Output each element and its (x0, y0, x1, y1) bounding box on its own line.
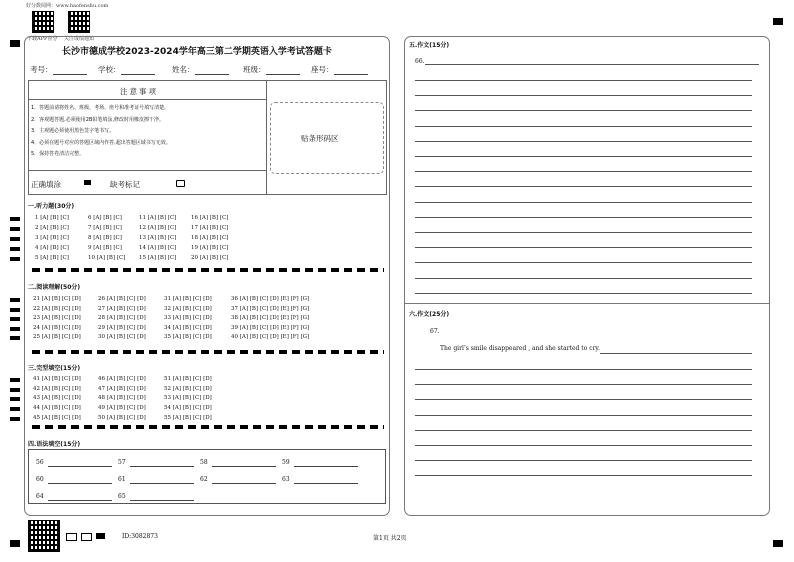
writing-line[interactable] (425, 64, 759, 65)
grammar-blank-number: 58 (200, 459, 208, 466)
grammar-blank-number: 64 (36, 493, 44, 500)
writing-line[interactable] (415, 171, 752, 172)
answer-option-row[interactable]: 12 [A] [B] [C] (139, 225, 177, 231)
card-title: 长沙市德成学校2023-2024学年高三第二学期英语入学考试答题卡 (62, 47, 332, 57)
answer-option-row[interactable]: 31 [A] [B] [C] [D] (164, 296, 212, 302)
grammar-blank-input[interactable] (212, 483, 276, 484)
grammar-blank-number: 65 (118, 493, 126, 500)
writing-line[interactable] (415, 247, 752, 248)
writing-line[interactable] (415, 369, 752, 370)
field-seat: 座号： (311, 64, 368, 75)
writing-prompt: The girl’s smile disappeared , and she started to cry. (440, 345, 600, 352)
field-name: 姓名： (172, 64, 229, 75)
timing-mark (10, 257, 20, 261)
corner-mark (10, 40, 20, 47)
timing-mark (10, 378, 20, 382)
footer-id: ID:3082873 (122, 533, 158, 540)
timing-mark (10, 397, 20, 401)
grammar-blank-input[interactable] (130, 483, 194, 484)
writing-line[interactable] (415, 262, 752, 263)
site-label: 好分数阅网：www.haofenshu.com (26, 3, 109, 9)
writing-line[interactable] (415, 399, 752, 400)
note-item: 2．客观题答题,必须使用2B铅笔填涂,修改时用橡皮擦干净。 (31, 116, 164, 123)
answer-option-row[interactable]: 10 [A] [B] [C] (88, 255, 126, 261)
timing-mark (10, 217, 20, 221)
writing-line[interactable] (415, 217, 752, 218)
footer-page: 第1页 共2页 (373, 535, 407, 542)
answer-option-row[interactable]: 28 [A] [B] [C] [D] (98, 315, 146, 321)
writing-line[interactable] (415, 110, 752, 111)
answer-option-row[interactable]: 11 [A] [B] [C] (139, 215, 177, 221)
answer-option-row[interactable]: 26 [A] [B] [C] [D] (98, 296, 146, 302)
answer-option-row[interactable]: 39 [A] [B] [C] [D] [E] [F] [G] (231, 324, 310, 331)
section-reading-title: 二.阅读理解(50分) (28, 284, 81, 291)
answer-option-row[interactable]: 21 [A] [B] [C] [D] (33, 296, 81, 302)
qr-left-caption: 下载APP查分 (27, 36, 58, 42)
note-item: 4．必须在题号对应的答题区域内作答,超出答题区域书写无效。 (31, 139, 171, 146)
notes-title: 注意事项 (120, 87, 158, 96)
grammar-blank-input[interactable] (130, 500, 194, 501)
timing-mark (10, 327, 20, 331)
absent-label: 缺考标记 (110, 180, 140, 189)
timing-mark (10, 336, 20, 340)
field-exam-number: 考号： (30, 64, 87, 75)
grammar-blank-input[interactable] (294, 466, 358, 467)
answer-option-row[interactable]: 53 [A] [B] [C] [D] (164, 395, 212, 402)
grammar-blank-number: 56 (36, 459, 44, 466)
grammar-blank-input[interactable] (294, 483, 358, 484)
writing-line[interactable] (415, 460, 752, 461)
grammar-blank-input[interactable] (130, 466, 194, 467)
answer-option-row[interactable]: 50 [A] [B] [C] [D] (98, 414, 146, 421)
answer-option-row[interactable]: 36 [A] [B] [C] [D] [E] [F] [G] (231, 296, 310, 302)
corner-mark (10, 540, 20, 547)
footer-box (96, 533, 105, 539)
answer-option-row[interactable]: 35 [A] [B] [C] [D] (164, 334, 212, 340)
footer-box (66, 533, 77, 541)
answer-option-row[interactable]: 43 [A] [B] [C] [D] (33, 395, 81, 402)
timing-mark (10, 227, 20, 231)
note-item: 1．答题前请将姓名、班级、考场、座号和准考证号填写清楚。 (31, 105, 170, 111)
answer-option-row[interactable]: 18 [A] [B] [C] (191, 235, 229, 241)
section-grammar-title: 四.语法填空(15分) (28, 441, 81, 448)
section-divider (32, 350, 384, 354)
grammar-blank-input[interactable] (48, 500, 112, 501)
question-66-label: 66. (415, 58, 425, 65)
timing-mark (10, 317, 20, 321)
writing-line[interactable] (415, 232, 752, 233)
field-school: 学校： (98, 64, 155, 75)
answer-option-row[interactable]: 27 [A] [B] [C] [D] (98, 305, 146, 312)
answer-option-row[interactable]: 23 [A] [B] [C] [D] (33, 315, 81, 321)
answer-option-row[interactable]: 40 [A] [B] [C] [D] [E] [F] [G] (231, 334, 310, 340)
answer-option-row[interactable]: 41 [A] [B] [C] [D] (33, 376, 81, 382)
qr-code-footer (28, 520, 60, 552)
timing-mark (10, 298, 20, 302)
answer-option-row[interactable]: 24 [A] [B] [C] [D] (33, 324, 81, 331)
writing-line[interactable] (415, 141, 752, 142)
answer-option-row[interactable]: 29 [A] [B] [C] [D] (98, 324, 146, 331)
barcode-label: 贴条形码区 (301, 134, 339, 143)
writing-line[interactable] (415, 126, 752, 127)
section-divider (32, 268, 384, 272)
answer-option-row[interactable]: 48 [A] [B] [C] [D] (98, 395, 146, 402)
writing-line[interactable] (415, 202, 752, 203)
answer-option-row[interactable]: 8 [A] [B] [C] (88, 235, 122, 241)
writing-line[interactable] (415, 186, 752, 187)
grammar-blank-number: 62 (200, 476, 208, 483)
writing-line[interactable] (415, 80, 752, 81)
qr-right-caption: 关注成绩通知 (64, 36, 95, 42)
writing-line[interactable] (415, 384, 752, 385)
answer-option-row[interactable]: 1 [A] [B] [C] (35, 215, 69, 221)
answer-panel-right (404, 36, 770, 516)
section-listening-title: 一.听力题(30分) (28, 203, 75, 210)
field-class: 班级： (243, 64, 300, 75)
answer-option-row[interactable]: 54 [A] [B] [C] [D] (164, 405, 212, 412)
question-67-label: 67. (430, 328, 440, 335)
answer-option-row[interactable]: 44 [A] [B] [C] [D] (33, 405, 81, 412)
timing-mark (10, 388, 20, 392)
answer-option-row[interactable]: 47 [A] [B] [C] [D] (98, 385, 146, 392)
answer-option-row[interactable]: 51 [A] [B] [C] [D] (164, 376, 212, 382)
grammar-blank-input[interactable] (212, 466, 276, 467)
grammar-blank-number: 61 (118, 476, 126, 483)
grammar-blank-number: 57 (118, 459, 126, 466)
answer-option-row[interactable]: 49 [A] [B] [C] [D] (98, 405, 146, 412)
answer-option-row[interactable]: 16 [A] [B] [C] (191, 215, 229, 221)
answer-option-row[interactable]: 46 [A] [B] [C] [D] (98, 376, 146, 382)
answer-option-row[interactable]: 45 [A] [B] [C] [D] (33, 414, 81, 421)
answer-option-row[interactable]: 17 [A] [B] [C] (191, 225, 229, 231)
answer-option-row[interactable]: 37 [A] [B] [C] [D] [E] [F] [G] (231, 305, 310, 312)
answer-option-row[interactable]: 34 [A] [B] [C] [D] (164, 324, 212, 331)
answer-option-row[interactable]: 14 [A] [B] [C] (139, 245, 177, 251)
answer-option-row[interactable]: 42 [A] [B] [C] [D] (33, 385, 81, 392)
answer-option-row[interactable]: 13 [A] [B] [C] (139, 235, 177, 241)
answer-option-row[interactable]: 3 [A] [B] [C] (35, 235, 69, 241)
answer-option-row[interactable]: 19 [A] [B] [C] (191, 245, 229, 251)
grammar-blank-input[interactable] (48, 466, 112, 467)
footer-box (81, 533, 92, 541)
answer-option-row[interactable]: 6 [A] [B] [C] (88, 215, 122, 221)
timing-mark (10, 407, 20, 411)
corner-mark (773, 540, 783, 547)
answer-option-row[interactable]: 15 [A] [B] [C] (139, 255, 177, 261)
section-writing6-title: 六.作文(25分) (409, 311, 450, 318)
answer-option-row[interactable]: 55 [A] [B] [C] [D] (164, 414, 212, 421)
grammar-blank-number: 59 (282, 459, 290, 466)
section-divider (32, 425, 384, 429)
writing-line[interactable] (415, 475, 752, 476)
writing-line[interactable] (415, 293, 752, 294)
corner-mark (773, 18, 783, 25)
grammar-blank-number: 63 (282, 476, 290, 483)
writing-line[interactable] (415, 278, 752, 279)
answer-option-row[interactable]: 30 [A] [B] [C] [D] (98, 334, 146, 340)
answer-option-row[interactable]: 25 [A] [B] [C] [D] (33, 334, 81, 340)
answer-option-row[interactable]: 33 [A] [B] [C] [D] (164, 315, 212, 321)
note-item: 3．主观题必须使用黑色签字笔书写。 (31, 128, 115, 134)
answer-option-row[interactable]: 4 [A] [B] [C] (35, 245, 69, 251)
answer-option-row[interactable]: 2 [A] [B] [C] (35, 225, 69, 231)
answer-option-row[interactable]: 22 [A] [B] [C] [D] (33, 305, 81, 312)
timing-mark (10, 247, 20, 251)
writing-line[interactable] (415, 415, 752, 416)
qr-code-app (32, 11, 54, 33)
timing-mark (10, 417, 20, 421)
writing-line[interactable] (415, 445, 752, 446)
grammar-blank-input[interactable] (48, 483, 112, 484)
answer-option-row[interactable]: 7 [A] [B] [C] (88, 225, 122, 231)
answer-option-row[interactable]: 20 [A] [B] [C] (191, 255, 229, 261)
qr-code-notify (68, 11, 90, 33)
answer-option-row[interactable]: 52 [A] [B] [C] [D] (164, 385, 212, 392)
section-cloze-title: 三.完型填空(15分) (28, 365, 81, 372)
writing-line[interactable] (415, 430, 752, 431)
answer-option-row[interactable]: 38 [A] [B] [C] [D] [E] [F] [G] (231, 315, 310, 321)
absent-mark-box[interactable] (176, 180, 185, 187)
timing-mark (10, 237, 20, 241)
answer-option-row[interactable]: 32 [A] [B] [C] [D] (164, 305, 212, 312)
answer-option-row[interactable]: 9 [A] [B] [C] (88, 245, 122, 251)
correct-fill-label: 正确填涂 (31, 180, 61, 189)
notes-list (31, 103, 171, 161)
writing-line[interactable] (415, 95, 752, 96)
grammar-blank-number: 60 (36, 476, 44, 483)
answer-option-row[interactable]: 5 [A] [B] [C] (35, 255, 69, 261)
correct-fill-sample (84, 180, 91, 185)
section-writing5-title: 五.作文(15分) (409, 42, 450, 49)
note-item: 5．保持答卷清洁完整。 (31, 151, 85, 157)
writing-line[interactable] (415, 156, 752, 157)
timing-mark (10, 308, 20, 312)
